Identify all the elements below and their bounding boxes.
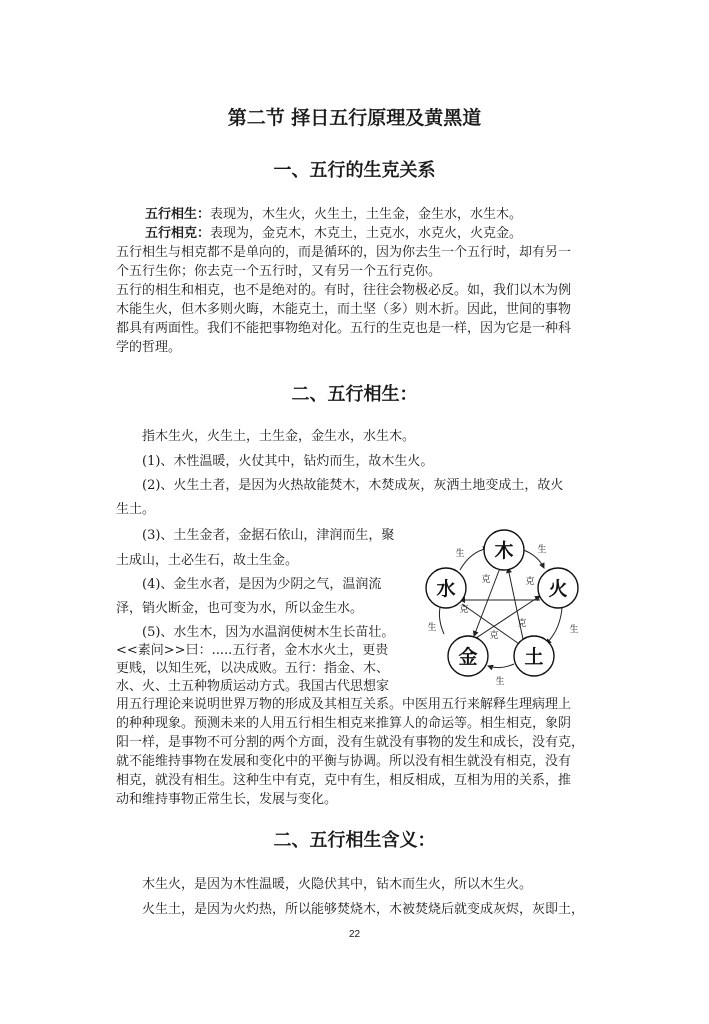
paragraph-line: 用五行理论来说明世界万物的形成及其相互关系。中医用五行来解释生理病理上	[116, 697, 572, 712]
ke-label: 克	[525, 577, 535, 587]
paragraph-line: 五行的相生和相克，也不是绝对的。有时，往往会物极必反。如，我们以木为例	[116, 283, 572, 298]
paragraph-line: <<素问>>曰：.....五行者，金木水火土，更贵	[116, 643, 389, 658]
water-label: 水	[436, 578, 456, 600]
ke-label: 克	[459, 605, 469, 615]
sheng-definition	[145, 206, 522, 224]
section-heading-3: 二、五行相生含义：	[273, 830, 436, 851]
sheng-label: 五行相生：	[145, 207, 211, 222]
paragraph-line: (3)、土生金者，金据石依山，津润而生，聚	[142, 528, 395, 543]
sheng-label: 生	[455, 549, 465, 559]
paragraph-line: 的种种现象。预测未来的人用五行相生相克来推算人的命运等。相生相克，象阴	[116, 716, 572, 731]
section-heading-1: 一、五行的生克关系	[273, 160, 436, 181]
ke-label: 克	[517, 619, 527, 629]
paragraph-line: 木生火，是因为木性温暖，火隐伏其中，钻木而生火，所以木生火。	[142, 877, 533, 892]
earth-label: 土	[524, 646, 544, 668]
paragraph-line: 阳一样，是事物不可分割的两个方面，没有生就没有事物的发生和成长，没有克，	[116, 735, 585, 750]
ke-label: 克	[489, 631, 499, 641]
paragraph-line: 生土。	[116, 502, 156, 517]
ke-label: 五行相克：	[145, 226, 211, 241]
ke-definition	[145, 225, 522, 243]
five-elements-diagram	[418, 520, 590, 688]
paragraph-line: 土成山，土必生石，故土生金。	[116, 553, 299, 568]
paragraph-line: 水、火、土五种物质运动方式。我国古代思想家	[116, 679, 390, 694]
paragraph-line: 都具有两面性。我们不能把事物绝对化。五行的生克也是一样，因为它是一种科	[116, 321, 572, 336]
sheng-label: 生	[537, 545, 547, 555]
paragraph-line: 指木生火，火生土，土生金，金生水，水生木。	[142, 429, 416, 444]
paragraph-line: (1)、木性温暖，火仗其中，钻灼而生，故木生火。	[142, 454, 434, 469]
sheng-label: 生	[569, 625, 579, 635]
paragraph-line: 就不能维持事物在发展和变化中的平衡与协调。所以没有相生就没有相克，没有	[116, 754, 572, 769]
page-title: 第二节 择日五行原理及黄黑道	[227, 107, 482, 129]
sheng-label: 生	[427, 623, 437, 633]
ke-label: 克	[481, 575, 491, 585]
paragraph-line: 泽，销火断金，也可变为水，所以金生水。	[116, 601, 364, 616]
wood-label: 木	[494, 540, 514, 562]
paragraph-line: 个五行生你；你去克一个五行时，又有另一个五行克你。	[116, 264, 442, 279]
ke-text: 表现为，金克木，木克土，土克水，水克火，火克金。	[210, 226, 523, 241]
paragraph-line: (2)、火生土者，是因为火热故能焚木，木焚成灰，灰洒土地变成土，故火	[142, 478, 564, 493]
metal-label: 金	[458, 646, 478, 668]
paragraph-line: 更贱，以知生死，以决成败。五行：指金、木、	[116, 661, 390, 676]
sheng-label: 生	[495, 677, 505, 687]
paragraph-line: 相克，就没有相生。这种生中有克，克中有生，相反相成，互相为用的关系，推	[116, 773, 572, 788]
fire-label: 火	[548, 578, 568, 600]
paragraph-line: 火生土，是因为火灼热，所以能够焚烧木，木被焚烧后就变成灰烬，灰即土，	[142, 902, 585, 917]
sheng-text: 表现为，木生火，火生土，土生金，金生水，水生木。	[210, 207, 523, 222]
paragraph-line: 学的哲理。	[116, 340, 182, 355]
paragraph-line: (4)、金生水者，是因为少阴之气，温润流	[142, 577, 382, 592]
paragraph-line: 动和维持事物正常生长，发展与变化。	[116, 792, 338, 807]
paragraph-line: 五行相生与相克都不是单向的，而是循环的，因为你去生一个五行时，却有另一	[116, 245, 572, 260]
paragraph-line: 木能生火，但木多则火晦，木能克土，而土坚（多）则木折。因此，世间的事物	[116, 302, 572, 317]
section-heading-2: 二、五行相生：	[291, 384, 418, 405]
page-number: 22	[348, 929, 361, 940]
paragraph-line: (5)、水生木，因为水温润使树木生长苗壮。	[142, 625, 395, 640]
